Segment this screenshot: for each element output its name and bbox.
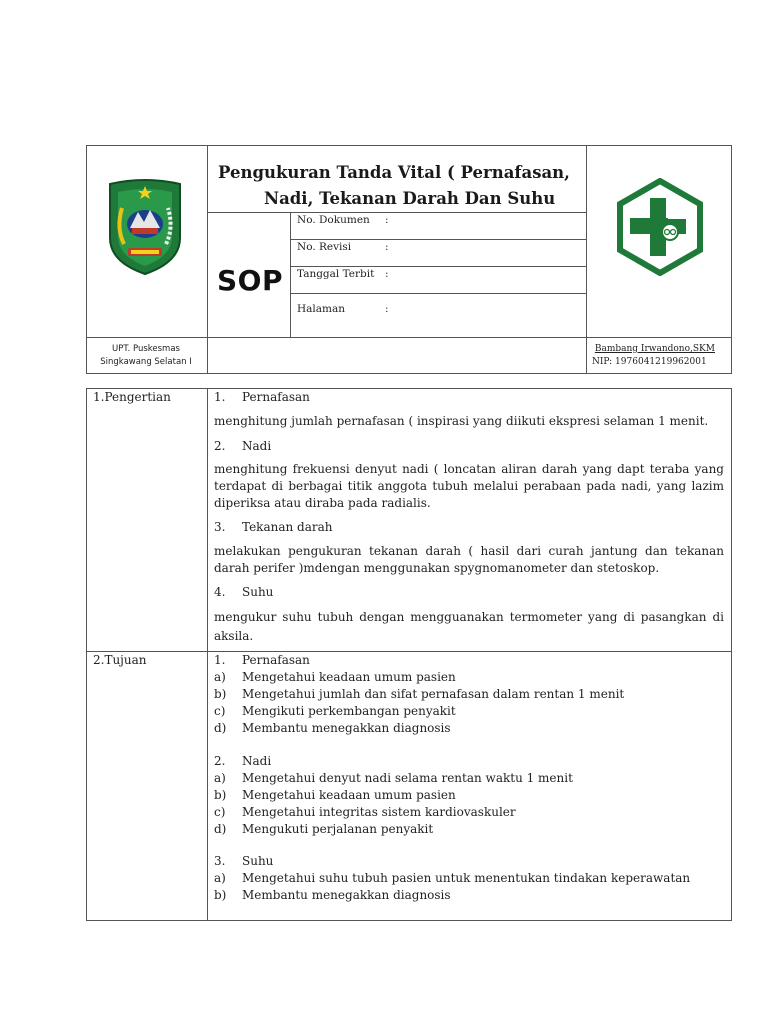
meta-tanggal-terbit bbox=[297, 268, 389, 280]
pengertian-heading-3: 3. Tekanan darah bbox=[214, 520, 333, 534]
sop-label: SOP bbox=[217, 264, 283, 297]
pengertian-desc-1: menghitung jumlah pernafasan ( inspirasi yang diikuti ekspresi selaman 1 menit. bbox=[214, 414, 709, 428]
org-line-2: Singkawang Selatan I bbox=[100, 357, 192, 367]
meta-label: Halaman bbox=[297, 303, 346, 315]
meta-label: Tanggal Terbit bbox=[297, 268, 375, 280]
organization-name bbox=[92, 343, 200, 369]
list-item: b) Mengetahui keadaan umum pasien bbox=[214, 788, 456, 802]
list-item: b) Mengetahui jumlah dan sifat pernafasan dalam rentan 1 menit bbox=[214, 687, 625, 701]
org-line-1: UPT. Puskesmas bbox=[112, 344, 180, 354]
document-title bbox=[210, 160, 585, 212]
signer-nip: NIP: 1976041219962001 bbox=[592, 357, 707, 367]
signer-name: Bambang Irwandono,SKM bbox=[594, 344, 715, 354]
tujuan-group-nadi: 2. Nadi a) Mengetahui denyut nadi selama rentan waktu 1 menit b) Mengetahui keadaan umum pasien c) Mengetahui integritas sistem kardiovaskuler d) Mengukuti perjalanan penyakit bbox=[214, 753, 724, 838]
pengertian-desc-3: melakukan pengukuran tekanan darah ( hasil dari curah jantung dan tekanan darah perifer )mdengan menggunakan spygnomanometer dan stetoskop. bbox=[214, 544, 724, 575]
section-label-pengertian: 1.Pengertian bbox=[93, 390, 171, 404]
tujuan-group-suhu: 3. Suhu a) Mengetahui suhu tubuh pasien untuk menentukan tindakan keperawatan b) Membantu menegakkan diagnosis bbox=[214, 853, 724, 904]
meta-halaman bbox=[297, 303, 389, 315]
list-item: a) Mengetahui denyut nadi selama rentan waktu 1 menit bbox=[214, 771, 573, 785]
section-label-tujuan: 2.Tujuan bbox=[93, 653, 147, 667]
pengertian-heading-1: 1. Pernafasan bbox=[214, 390, 310, 404]
tujuan-group-pernafasan: 1. Pernafasan a) Mengetahui keadaan umum pasien b) Mengetahui jumlah dan sifat pernafasan dalam rentan 1 menit c) Mengikuti perkembangan penyakit d) Membantu menegakkan diagnosis bbox=[214, 652, 724, 737]
meta-colon: : bbox=[385, 214, 389, 226]
list-item: d) Mengukuti perjalanan penyakit bbox=[214, 822, 434, 836]
list-item: d) Membantu menegakkan diagnosis bbox=[214, 721, 451, 735]
meta-colon: : bbox=[385, 241, 389, 253]
meta-no-revisi bbox=[297, 241, 389, 253]
title-line-2: Nadi, Tekanan Darah Dan Suhu bbox=[264, 189, 556, 208]
meta-label: No. Revisi bbox=[297, 241, 352, 253]
pengertian-heading-4: 4. Suhu bbox=[214, 585, 274, 599]
signer-block bbox=[592, 343, 727, 369]
meta-colon: : bbox=[385, 303, 389, 315]
meta-no-dokumen bbox=[297, 214, 389, 226]
meta-colon: : bbox=[385, 268, 389, 280]
list-item: c) Mengikuti perkembangan penyakit bbox=[214, 704, 456, 718]
list-item: b) Membantu menegakkan diagnosis bbox=[214, 888, 451, 902]
title-line-1: Pengukuran Tanda Vital ( Pernafasan, bbox=[218, 163, 570, 182]
meta-label: No. Dokumen bbox=[297, 214, 370, 226]
pengertian-desc-4: mengukur suhu tubuh dengan mengguanakan termometer yang di pasangkan di aksila. bbox=[214, 610, 724, 643]
pengertian-desc-2: menghitung frekuensi denyut nadi ( loncatan aliran darah yang dapt teraba yang terdapat di berbagai titik anggota tubuh melalui perabaan pada nadi, yang lazim diperiksa atau diraba pada radialis. bbox=[214, 462, 724, 510]
puskesmas-logo bbox=[616, 178, 704, 276]
pengertian-heading-2: 2. Nadi bbox=[214, 439, 272, 453]
list-item: a) Mengetahui keadaan umum pasien bbox=[214, 670, 456, 684]
regional-emblem-logo bbox=[106, 178, 184, 276]
list-item: c) Mengetahui integritas sistem kardiovaskuler bbox=[214, 805, 516, 819]
list-item: a) Mengetahui suhu tubuh pasien untuk menentukan tindakan keperawatan bbox=[214, 871, 691, 885]
